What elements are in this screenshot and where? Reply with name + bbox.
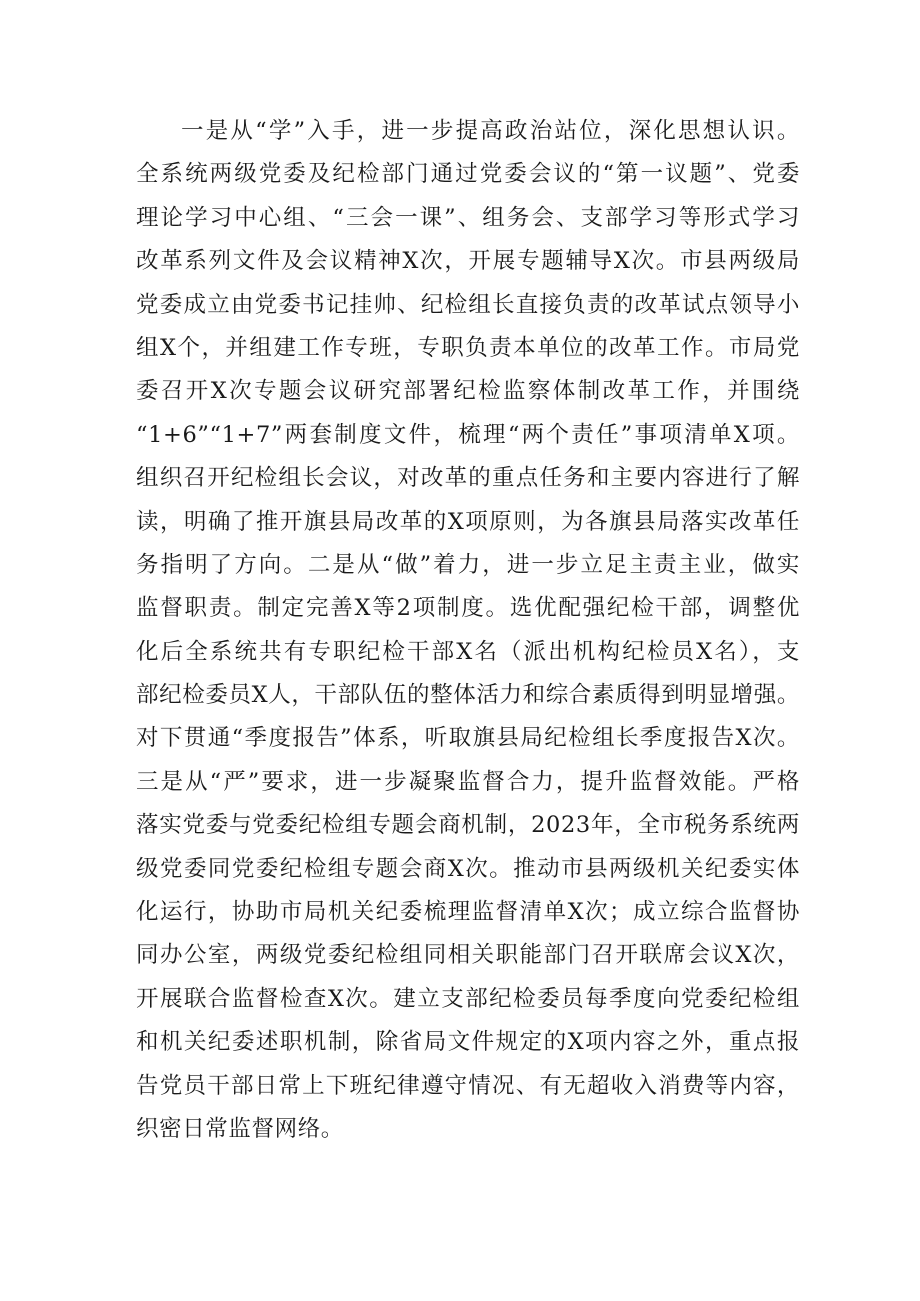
paragraph-line: 党委成立由党委书记挂帅、纪检组长直接负责的改革试点领导小 (136, 291, 800, 318)
paragraph-line: 部纪检委员X人，干部队伍的整体活力和综合素质得到明显增强。 (136, 682, 800, 709)
paragraph-line: 对下贯通“季度报告”体系，听取旗县局纪检组长季度报告X次。 (136, 725, 800, 752)
paragraph-line: 读，明确了推开旗县局改革的X项原则，为各旗县局落实改革任 (136, 508, 800, 535)
paragraph-line: 改革系列文件及会议精神X次，开展专题辅导X次。市县两级局 (136, 248, 800, 275)
paragraph-line: 务指明了方向。二是从“做”着力，进一步立足主责主业，做实 (136, 551, 800, 578)
paragraph-line: 化后全系统共有专职纪检干部X名（派出机构纪检员X名），支 (136, 638, 800, 665)
paragraph-line: “1+6”“1+7”两套制度文件，梳理“两个责任”事项清单X项。 (136, 421, 800, 448)
paragraph-line: 化运行，协助市局机关纪委梳理监督清单X次；成立综合监督协 (136, 899, 800, 926)
paragraph-line: 委召开X次专题会议研究部署纪检监察体制改革工作，并围绕 (136, 378, 800, 405)
paragraph-line: 织密日常监督网络。 (136, 1115, 344, 1142)
paragraph-line: 开展联合监督检查X次。建立支部纪检委员每季度向党委纪检组 (136, 985, 800, 1012)
body-paragraph (136, 110, 800, 1151)
paragraph-line: 全系统两级党委及纪检部门通过党委会议的“第一议题”、党委 (136, 161, 800, 188)
paragraph-line: 告党员干部日常上下班纪律遵守情况、有无超收入消费等内容， (136, 1072, 800, 1099)
paragraph-line: 组织召开纪检组长会议，对改革的重点任务和主要内容进行了解 (136, 465, 800, 492)
paragraph-line: 和机关纪委述职机制，除省局文件规定的X项内容之外，重点报 (136, 1029, 800, 1056)
paragraph-line: 理论学习中心组、“三会一课”、组务会、支部学习等形式学习 (136, 204, 800, 231)
paragraph-line: 落实党委与党委纪检组专题会商机制，2023年，全市税务系统两 (136, 812, 800, 839)
paragraph-line: 组X个，并组建工作专班，专职负责本单位的改革工作。市局党 (136, 334, 800, 361)
paragraph-line: 一是从“学”入手，进一步提高政治站位，深化思想认识。 (181, 118, 800, 144)
paragraph-line: 三是从“严”要求，进一步凝聚监督合力，提升监督效能。严格 (136, 768, 800, 795)
paragraph-line: 级党委同党委纪检组专题会商X次。推动市县两级机关纪委实体 (136, 855, 800, 882)
paragraph-line: 同办公室，两级党委纪检组同相关职能部门召开联席会议X次， (136, 942, 800, 969)
paragraph-line: 监督职责。制定完善X等2项制度。选优配强纪检干部，调整优 (136, 595, 800, 622)
